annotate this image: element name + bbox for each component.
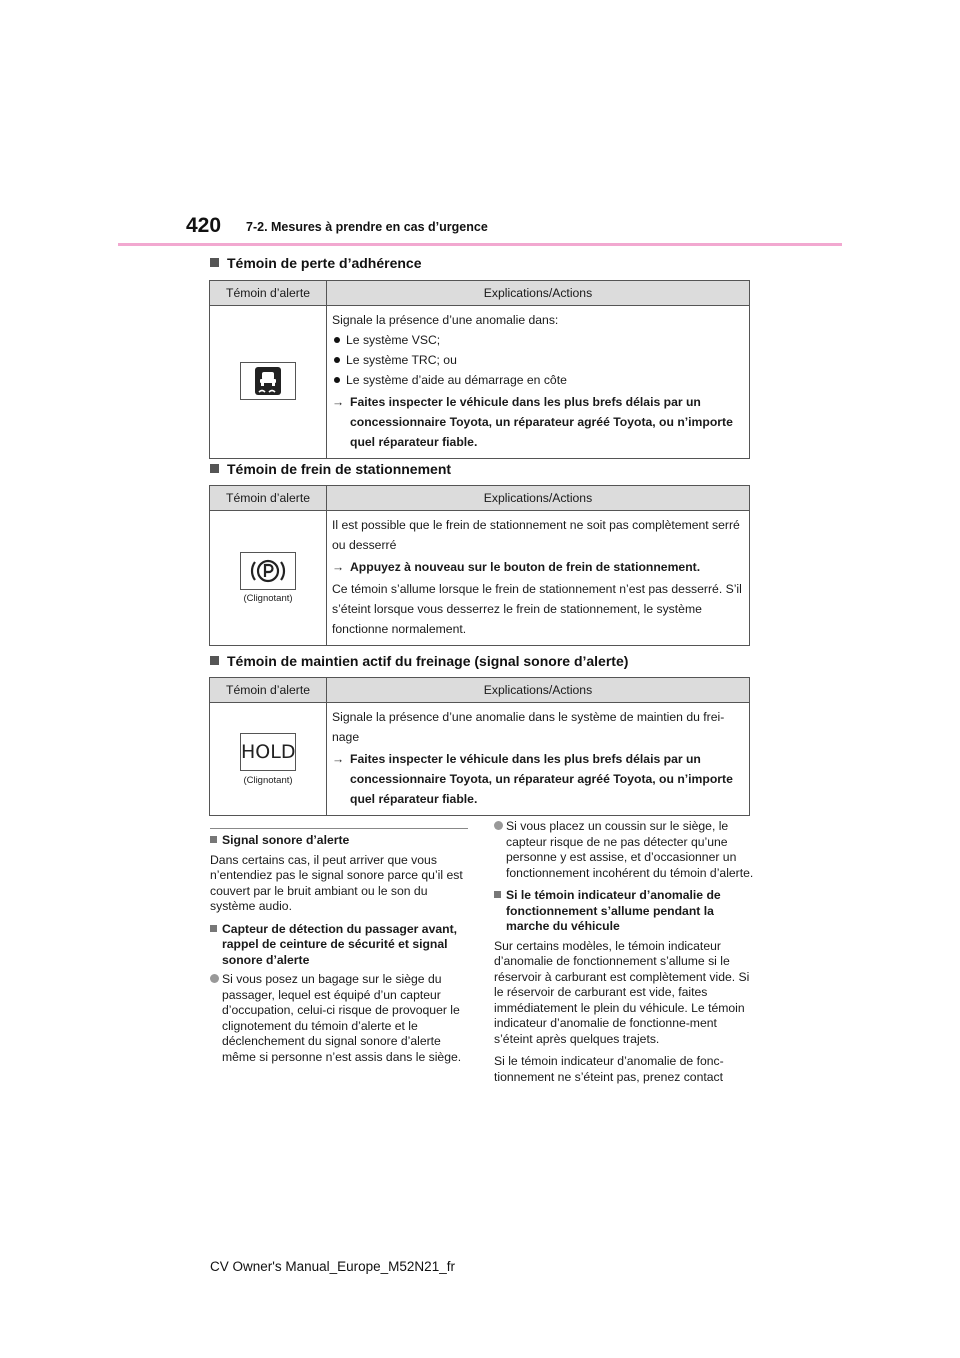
brake-hold-intro: Signale la présence d’une anomalie dans le système de maintien du frei-nage xyxy=(332,710,725,744)
bullet-hill-start: Le système d’aide au démarrage en côte xyxy=(332,370,743,390)
parking-brake-caption: (Clignotant) xyxy=(243,593,293,604)
slip-indicator-icon xyxy=(240,362,296,400)
col-header-warning: Témoin d’alerte xyxy=(210,678,327,703)
note-heading-malfunction: Si le témoin indicateur d’anomalie de fonctionnement s’allume pendant la marche du véhicule xyxy=(494,888,754,935)
slip-action: → Faites inspecter le véhicule dans les plus brefs délais par un concessionnaire Toyota, un réparateur agréé Toyota, ou n’importe quel réparateur fiable. xyxy=(332,395,733,449)
note-text-buzzer: Dans certains cas, il peut arriver que vous n’entendiez pas le signal sonore parce qu’il est couvert par le bruit ambiant ou le son du système audio. xyxy=(210,852,463,913)
slip-intro: Signale la présence d’une anomalie dans: xyxy=(332,313,559,327)
note-heading-occupant-sensor: Capteur de détection du passager avant, rappel de ceinture de sécurité et signal sonore d’alerte xyxy=(210,922,470,969)
col-header-explanation: Explications/Actions xyxy=(327,281,750,306)
notes-divider xyxy=(210,828,468,829)
footer-manual-id: CV Owner's Manual_Europe_M52N21_fr xyxy=(210,1259,455,1274)
col-header-explanation: Explications/Actions xyxy=(327,678,750,703)
col-header-warning: Témoin d’alerte xyxy=(210,281,327,306)
parking-brake-table xyxy=(209,485,750,646)
col-header-warning: Témoin d’alerte xyxy=(210,486,327,511)
note-text-contact: Si le témoin indicateur d’anomalie de fonc-tionnement ne s’éteint pas, prenez contact xyxy=(494,1054,724,1084)
chapter-title: 7-2. Mesures à prendre en cas d’urgence xyxy=(246,220,488,234)
bullet-vsc: Le système VSC; xyxy=(332,330,743,350)
note-text-fuel: Sur certains modèles, le témoin indicateur d’anomalie de fonctionnement s’allume si le réservoir à carburant est complètement vide. Si le réservoir de carburant est vide, faites immédiatement le plein du véhicule. Le témoin indicateur d’anomalie de fonctionne-ment s’éteint après quelques trajets. xyxy=(494,938,750,1046)
note-bullet-cushion: Si vous placez un coussin sur le siège, le capteur risque de ne pas détecter qu’une personne y est assise, et d’occasionner un fonctionnement incohérent du témoin d’alerte. xyxy=(494,819,754,881)
parking-brake-icon xyxy=(240,552,296,590)
notes-left-column xyxy=(210,833,470,1072)
notes-right-column xyxy=(494,819,754,1092)
brake-hold-table xyxy=(209,677,750,816)
section-title-parking-brake: Témoin de frein de stationnement xyxy=(210,461,451,477)
brake-hold-action: → Faites inspecter le véhicule dans les plus brefs délais par un concessionnaire Toyota, un réparateur agréé Toyota, ou n’importe quel réparateur fiable. xyxy=(332,752,733,806)
section-title-slip: Témoin de perte d’adhérence xyxy=(210,255,422,271)
section-title-brake-hold: Témoin de maintien actif du freinage (signal sonore d’alerte) xyxy=(210,653,628,669)
page-number: 420 xyxy=(186,214,222,237)
header-rule xyxy=(118,243,842,246)
note-heading-buzzer: Signal sonore d’alerte xyxy=(210,833,470,849)
slip-warning-table xyxy=(209,280,750,459)
parking-brake-note: Ce témoin s’allume lorsque le frein de stationnement n’est pas desserré. S’il s’éteint lorsque vous desserrez le frein de stationnement, le système fonctionne normalement. xyxy=(332,582,742,636)
hold-indicator-icon: HOLD xyxy=(240,733,296,771)
col-header-explanation: Explications/Actions xyxy=(327,486,750,511)
parking-brake-intro: Il est possible que le frein de stationnement ne soit pas complètement serré ou desserré xyxy=(332,518,740,552)
brake-hold-caption: (Clignotant) xyxy=(243,774,293,786)
bullet-trc: Le système TRC; ou xyxy=(332,350,743,370)
note-bullet-luggage: Si vous posez un bagage sur le siège du passager, lequel est équipé d’un capteur d’occupation, celui-ci risque de provoquer le clignotement du témoin d’alerte et le déclenchement du signal sonore d’alerte même si personne n’est assis dans le siège. xyxy=(210,972,470,1065)
parking-brake-action: → Appuyez à nouveau sur le bouton de frein de stationnement. xyxy=(332,560,701,574)
